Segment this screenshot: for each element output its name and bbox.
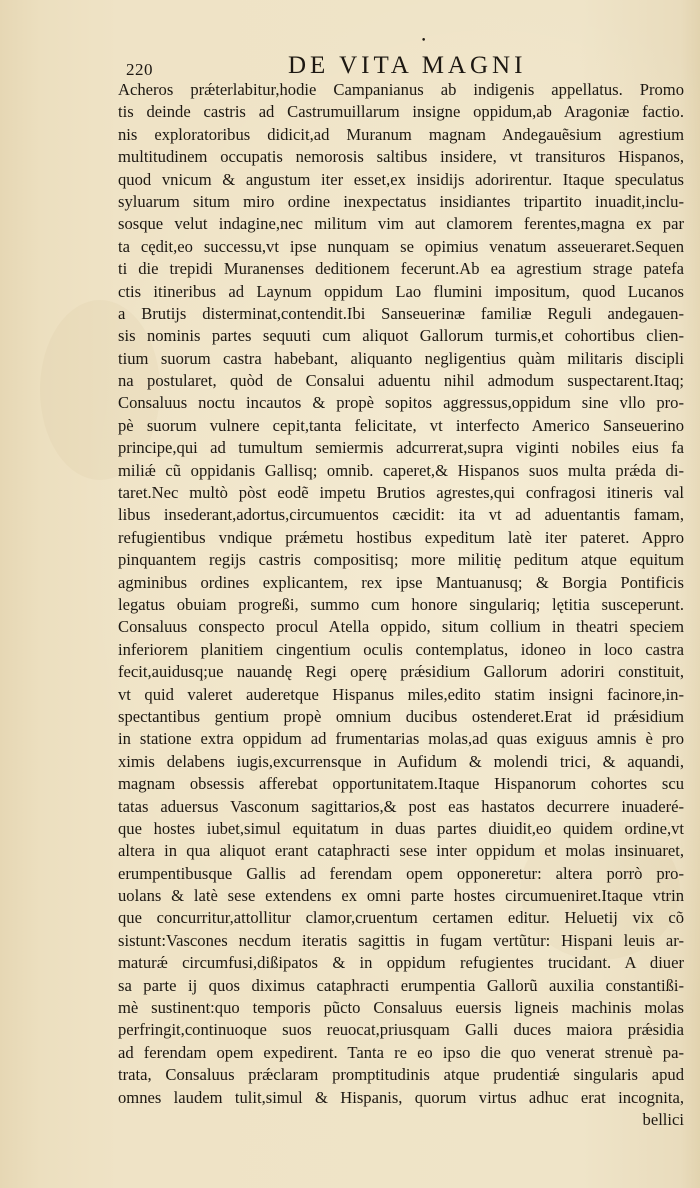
text-line: que hostes iubet,simul equitatum in duas partes diuidit,eo quidem ordine,vt [118,818,684,838]
text-line: tatas aduersus Vasconum sagittarios,& post eas hastatos decurrere inuaderé- [118,796,684,816]
text-line: ctis itineribus ad Laynum oppidum Lao flumini impositum, quod Lucanos [118,281,684,301]
text-line: fecit,auidusq;ue nauandę Regi operę prǽsidium Gallorum adoriri constituit, [118,662,684,682]
text-line: Consaluus noctu incautos & propè sopitos aggressus,oppidum sine vllo pro- [118,393,684,413]
text-line: erumpentibusque Gallis ad ferendam opem opponeretur: altera porrò pro- [118,863,684,883]
text-line: sis nominis partes sequuti cum aliquot Gallorum turmis,et cohortibus clien- [118,326,684,346]
text-line: que concurritur,attollitur clamor,cruentum certamen editur. Heluetij vix cõ [118,908,684,928]
text-line: mè sustinent:quo temporis pũcto Consaluus euersis ligneis machinis molas [118,998,684,1018]
text-line: ti die trepidi Muranenses deditionem fecerunt.Ab ea agrestium strage patefa [118,259,684,279]
text-line: ta cędit,eo successu,vt ipse nunquam se opimius venatum asseueraret.Sequen [118,236,684,256]
text-line: principe,qui ad tumultum semiermis adcurrerat,supra viginti nobiles eius fa [118,438,684,458]
text-line: pè suorum vulnere cepit,tanta felicitate, vt interfecto Americo Sanseuerino [118,415,684,435]
text-line: syluarum situm miro ordine inexpectatus insidiantes tripartito inuadit,inclu- [118,191,684,211]
text-line: Acheros prǽterlabitur,hodie Campanianus ab indigenis appellatus. Promo [118,80,684,99]
text-line: nis exploratoribus didicit,ad Muranum magnam Andegauẽsium agrestium [118,124,684,144]
text-line: trata, Consaluus prǽclaram promptitudinis atque prudentiǽ singularis apud [118,1065,684,1085]
text-line: perfringit,continuoque suos reuocat,priusquam Galli duces maiora prǽsidia [118,1020,684,1040]
text-line: spectantibus gentium propè omnium ducibus ostenderet.Erat id prǽsidium [118,706,684,726]
text-line: taret.Nec multò pòst eodẽ impetu Brutios agrestes,qui confragosi itineris val [118,483,684,503]
text-line: inferiorem planitiem cingentium oculis contemplatus, idoneo in loco castra [118,639,684,659]
text-line: legatus obuiam progreßi, summo cum honore singulariq; lętitia susceperunt. [118,594,684,614]
text-line: na postularet, quòd de Consalui aduentu nihil admodum suspectarent.Itaq; [118,371,684,391]
text-line: quod vnicum & angustum iter esset,ex insidijs adorirentur. Itaque speculatus [118,169,684,189]
text-line: libus insederant,adortus,circumuentos cæcidit: ita vt ad aduentantis famam, [118,505,684,525]
page-number: 220 [126,60,153,79]
text-line: tium suorum castra habebant, aliquanto negligentius quàm militaris discipli [118,348,684,368]
text-line: agminibus ordines explicantem, rex ipse Mantuanusq; & Borgia Pontificis [118,572,684,592]
text-line: sa parte ij quos diximus cataphracti erumpentia Gallorũ auxilia constantißi- [118,975,684,995]
text-line: a Brutijs disterminat,contendit.Ibi Sanseuerinæ familiæ Reguli andegauen- [118,303,684,323]
text-line: in statione extra oppidum ad frumentarias molas,ad quas exiguus amnis è pro [118,729,684,749]
text-line: magnam obsessis afferebat opportunitatem.Itaque Hispanorum cohortes scu [118,774,684,794]
text-line: uolans & latè sese extendens ex omni parte hostes circumueniret.Itaque vtrin [118,886,684,906]
running-title: DE VITA MAGNI [288,52,527,79]
text-line: Consaluus conspecto procul Atella oppido, situm collium in theatri speciem [118,617,684,637]
text-line: tis deinde castris ad Castrumuillarum insigne oppidum,ab Aragoniæ factio. [118,102,684,122]
text-line: vt quid valeret auderetque Hispanus miles,edito statim insigni facinore,in- [118,684,684,704]
text-line: sosque velut indagine,nec militum vim aut clamorem ferentes,magna ex par [118,214,684,234]
text-line: multitudinem occupatis nemorosis saltibus insidere, vt transituros Hispanos, [118,147,684,167]
page-header [126,52,686,82]
text-line: maturǽ circumfusi,dißipatos & in oppidum refugientes trucidant. A diuer [118,953,684,973]
text-line: refugientibus vndique prǽmetu hostibus expeditum latè iter pateret. Appro [118,527,684,547]
text-line: miliǽ cũ oppidanis Gallisq; omnib. caperet,& Hispanos suos multa prǽda di- [118,460,684,480]
text-line: ad ferendam opem expedirent. Tanta re eo ipso die quo venerat strenuè pa- [118,1042,684,1062]
text-line: omnes laudem tulit,simul & Hispanis, quorum virtus adhuc erat incognita, [118,1087,684,1107]
text-line: pinquantem regijs castris compositisq; more militię peditum atque equitum [118,550,684,570]
catchword: bellici [642,1109,684,1129]
ornament-mark: • [421,36,427,46]
text-line: sistunt:Vascones necdum iteratis sagittis in fugam vertũtur: Hispani leuis ar- [118,930,684,950]
text-line: altera in qua aliquot erant cataphracti sese inter oppidum et molas insinuaret, [118,841,684,861]
body-text [118,79,684,1131]
text-line: ximis delabens iugis,excurrensque in Aufidum & molendi trici, & aquandi, [118,751,684,771]
